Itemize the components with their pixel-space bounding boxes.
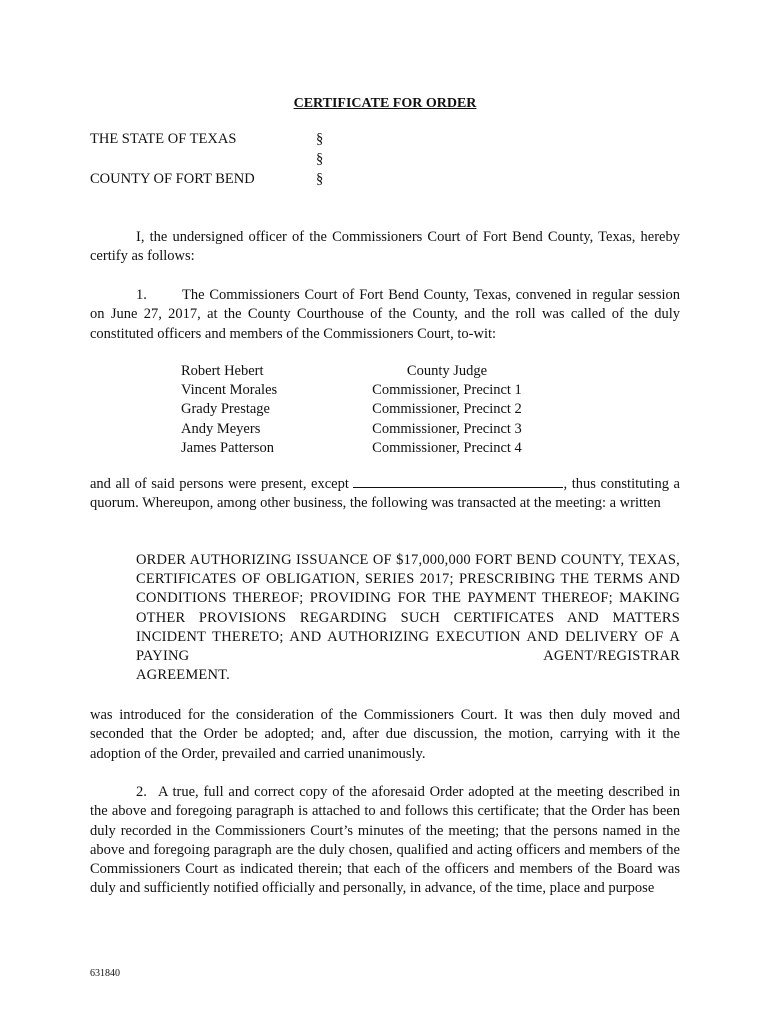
roster-row [181,362,551,381]
section-symbol-3: § [316,171,324,187]
paragraph-1-text: The Commissioners Court of Fort Bend County, Texas, convened in regular session on June 27, 2017, at the County Courthouse of the County, and the roll was called of the duly constituted officers and members of the Commissioners Court, to-wit: [90,287,680,342]
roster-name: Grady Prestage [181,401,270,418]
order-title-block [136,551,680,685]
roster-name: James Patterson [181,439,275,456]
document-title: CERTIFICATE FOR ORDER [293,96,477,111]
roster-row [181,400,551,419]
caption-county: COUNTY OF FORT BEND [90,171,255,187]
order-title-last: AGREEMENT. [136,667,230,684]
roster-name: Andy Meyers [181,420,261,437]
quorum-paragraph [90,474,680,514]
roster-name: Robert Hebert [181,363,264,379]
roster-row [181,420,551,439]
officer-roster [181,362,551,458]
paragraph-2-number: 2. [136,784,147,800]
section-symbol-2: § [316,151,324,167]
paragraph-2 [90,783,680,899]
roster-title: Commissioner, Precinct 1 [372,382,522,399]
roster-name: Vincent Morales [181,382,278,399]
intro-paragraph: I, the undersigned officer of the Commissioners Court of Fort Bend County, Texas, hereby certify as follows: [90,229,680,265]
paragraph-1-number: 1. [136,287,147,303]
roster-row [181,439,551,458]
quorum-text-after: , thus constituting a quorum. Whereupon, among other business, the following was transacted at the meeting: a written [90,476,680,512]
roster-row [181,381,551,400]
caption-state: THE STATE OF TEXAS [90,131,237,147]
paragraph-2-text: A true, full and correct copy of the aforesaid Order adopted at the meeting described in the above and foregoing paragraph is attached to and follows this certificate; that the Order has been duly recorded in the Commissioners Court’s minutes of the meeting; that the persons named in the above and foregoing paragraph are the duly chosen, qualified and acting officers and members of the Commissioners Court as indicated therein; that each of the officers and members of the Board was duly and sufficiently notified officially and personally, in advance, of the time, place and purpose [90,784,680,897]
document-footer-id: 631840 [90,968,120,979]
roster-title: Commissioner, Precinct 3 [372,420,522,437]
roster-title: Commissioner, Precinct 2 [372,401,522,418]
quorum-text-before: and all of said persons were present, except [90,476,349,492]
roster-title: County Judge [406,363,488,379]
introduced-paragraph: was introduced for the consideration of the Commissioners Court. It was then duly moved and seconded that the Order be adopted; and, after due discussion, the motion, carrying with it the adoption of the Order, prevailed and carried unanimously. [90,707,680,762]
roster-title: Commissioner, Precinct 4 [372,439,522,456]
section-symbol-1: § [316,131,324,147]
order-title: ORDER AUTHORIZING ISSUANCE OF $17,000,000 FORT BEND COUNTY, TEXAS, CERTIFICATES OF OBLIGATION, SERIES 2017; PRESCRIBING THE TERMS AND CONDITIONS THEREOF; PROVIDING FOR THE PAYMENT THEREOF; MAKING OTHER PROVISIONS REGARDING SUCH CERTIFICATES AND MATTERS INCIDENT THERETO; AND AUTHORIZING EXECUTION AND DELIVERY OF A PAYING AGENT/REGISTRAR [136,552,680,665]
paragraph-1 [90,286,680,344]
exception-blank-line [353,474,563,488]
